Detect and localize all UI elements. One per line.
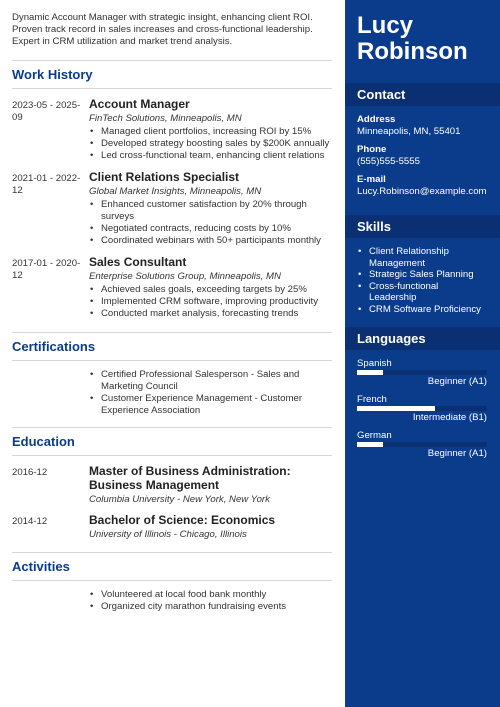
language-level-fill xyxy=(357,370,383,375)
language-level-bar xyxy=(357,406,487,411)
address-value: Minneapolis, MN, 55401 xyxy=(357,126,461,137)
summary: Dynamic Account Manager with strategic insight, enhancing client ROI. Proven track record in sales increases and cross-functional leadership. Expert in CRM utilization and market trend analysis. xyxy=(12,12,313,47)
skill-item: • Strategic Sales Planning xyxy=(357,269,488,281)
education-entry xyxy=(12,513,332,541)
job-bullet: • Negotiated contracts, reducing costs by 10% xyxy=(89,223,332,235)
education-entry xyxy=(12,464,332,506)
education-degree: Master of Business Administration: Business Management xyxy=(89,464,291,492)
address-label: Address xyxy=(357,114,396,125)
section-title-work-history: Work History xyxy=(12,67,93,82)
language-level: Intermediate (B1) xyxy=(412,411,487,423)
job-bullet: • Enhanced customer satisfaction by 20% through surveys xyxy=(89,199,332,223)
job-role: Client Relations Specialist xyxy=(89,170,240,184)
languages-section xyxy=(345,350,500,476)
job-bullet: • Coordinated webinars with 50+ participants monthly xyxy=(89,235,332,247)
language-name: French xyxy=(357,393,387,405)
job-bullet: • Developed strategy boosting sales by $200K annually xyxy=(89,138,332,150)
section-title-skills: Skills xyxy=(345,215,500,238)
activity-item: • Organized city marathon fundraising events xyxy=(89,601,332,613)
job-list xyxy=(12,97,331,320)
candidate-name xyxy=(345,0,500,82)
language-name: German xyxy=(357,429,392,441)
skill-item: • Client Relationship Management xyxy=(357,246,488,269)
language-level-bar xyxy=(357,370,487,375)
job-bullet: • Achieved sales goals, exceeding targets by 25% xyxy=(89,284,332,296)
section-title-education: Education xyxy=(12,434,75,449)
job-bullet: • Led cross-functional team, enhancing client relations xyxy=(89,150,332,162)
contact-section xyxy=(345,106,500,214)
job-bullet: • Conducted market analysis, forecasting trends xyxy=(89,308,332,320)
job-entry xyxy=(12,255,332,320)
divider xyxy=(12,360,332,361)
last-name: Robinson xyxy=(357,38,468,65)
skill-item: • CRM Software Proficiency xyxy=(357,304,488,316)
education-school: University of Illinois - Chicago, Illinois xyxy=(89,529,247,540)
divider xyxy=(12,455,332,456)
first-name: Lucy xyxy=(357,12,414,39)
job-bullet: • Managed client portfolios, increasing ROI by 15% xyxy=(89,126,332,138)
certification-item: • Certified Professional Salesperson - Sales and Marketing Council xyxy=(89,369,332,393)
section-title-contact: Contact xyxy=(345,83,500,106)
section-title-languages: Languages xyxy=(345,327,500,350)
job-dates: 2023-05 - 2025-09 xyxy=(12,100,81,123)
language-level: Beginner (A1) xyxy=(427,447,487,459)
job-dates: 2021-01 - 2022-12 xyxy=(12,173,81,196)
section-title-certifications: Certifications xyxy=(12,339,96,354)
phone-label: Phone xyxy=(357,144,387,155)
job-role: Sales Consultant xyxy=(89,255,187,269)
education-dates: 2016-12 xyxy=(12,467,48,478)
sidebar xyxy=(345,0,500,707)
job-dates: 2017-01 - 2020-12 xyxy=(12,258,81,281)
activity-item: • Volunteered at local food bank monthly xyxy=(89,589,332,601)
language-level-fill xyxy=(357,406,435,411)
job-company: Global Market Insights, Minneapolis, MN xyxy=(89,186,262,197)
language-entry xyxy=(357,394,488,424)
divider xyxy=(12,580,332,581)
email-label: E-mail xyxy=(357,174,386,185)
job-company: FinTech Solutions, Minneapolis, MN xyxy=(89,113,242,124)
divider xyxy=(12,88,332,89)
skills-section xyxy=(345,238,500,326)
job-role: Account Manager xyxy=(89,97,190,111)
skill-item: • Cross-functional Leadership xyxy=(357,281,488,304)
language-level-bar xyxy=(357,442,487,447)
language-entry xyxy=(357,430,488,460)
job-bullet: • Implemented CRM software, improving productivity xyxy=(89,296,332,308)
activity-list xyxy=(12,589,332,613)
language-name: Spanish xyxy=(357,357,392,369)
certification-list xyxy=(12,369,332,417)
education-school: Columbia University - New York, New York xyxy=(89,494,270,505)
email-value: Lucy.Robinson@example.com xyxy=(357,186,487,197)
education-degree: Bachelor of Science: Economics xyxy=(89,513,276,527)
certification-item: • Customer Experience Management - Customer Experience Association xyxy=(89,393,332,417)
language-entry xyxy=(357,358,488,388)
job-company: Enterprise Solutions Group, Minneapolis, MN xyxy=(89,271,281,282)
phone-value: (555)555-5555 xyxy=(357,156,420,167)
education-dates: 2014-12 xyxy=(12,516,48,527)
job-entry xyxy=(12,97,332,162)
language-level: Beginner (A1) xyxy=(427,375,487,387)
language-level-fill xyxy=(357,442,383,447)
job-entry xyxy=(12,170,332,247)
section-title-activities: Activities xyxy=(12,559,70,574)
